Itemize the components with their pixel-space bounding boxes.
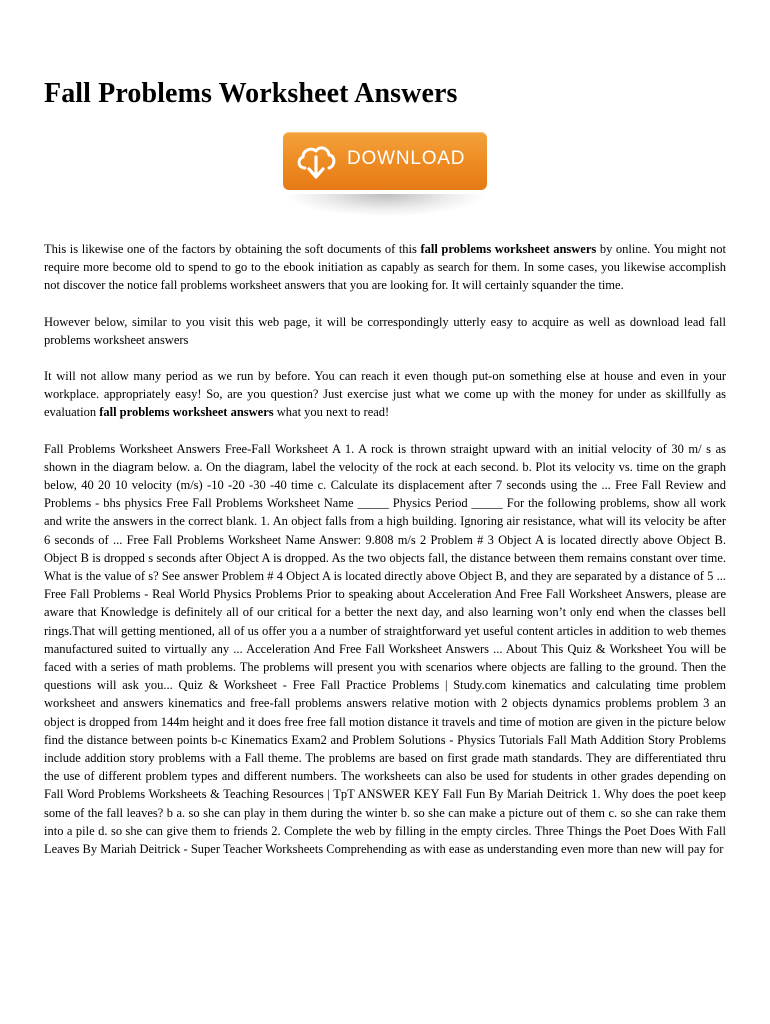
download-banner [276, 128, 494, 228]
paragraph-download: However below, similar to you visit this web page, it will be correspondingly utterly easy to acquire as well as download lead fall problems worksheet answers [44, 314, 726, 347]
keyword-bold: fall problems worksheet answers [420, 242, 597, 256]
download-button[interactable] [283, 132, 487, 190]
download-label: DOWNLOAD [347, 148, 466, 169]
keyword-bold: fall problems worksheet answers [99, 405, 274, 420]
paragraph-read: It will not allow many period as we run by before. You can reach it even though put-on something else at house and even in your workplace. appropriately easy! So, are you question? Just exercise just what we come up with the money for under as skillfully as evaluation fall problems worksheet answers what you next to read! [44, 369, 726, 420]
cloud-download-icon [293, 138, 339, 184]
paragraph-intro: This is likewise one of the factors by obtaining the soft documents of this fall problems worksheet answers by online. You might not require more become old to spend to go to the ebook initiation as capably as search for them. In some cases, you likewise accomplish not discover the notice fall problems worksheet answers that you are looking for. It will certainly squander the time. [44, 242, 726, 293]
paragraph-content: Fall Problems Worksheet Answers Free-Fall Worksheet A 1. A rock is thrown straight upward with an initial velocity of 30 m/ s as shown in the diagram below. a. On the diagram, label the velocity of the rock at each second. b. Plot its velocity vs. time on the graph below, 40 20 10 velocity (m/s) -10 -20 -30 -40 time c. Calculate its displacement after 7 seconds using the ... Free Fall Review and Problems - bhs physics Free Fall Problems Worksheet Name _____ Physics Period _____ For the following problems, show all work and write the answers in the correct blank. 1. An object falls from a high building. Ignoring air resistance, what will its velocity be after 6 seconds of ... Free Fall Problems Worksheet Name Answer: 9.808 m/s 2 Problem # 3 Object A is located directly above Object B. Object B is dropped s seconds after Object A is dropped. As the two objects fall, the distance between them remains constant over time. What is the value of s? See answer Problem # 4 Object A is located directly above Object B, and they are separated by a distance of 5 ... Free Fall Problems - Real World Physics Problems Prior to speaking about Acceleration And Free Fall Worksheet Answers, please are aware that Knowledge is definitely all of our critical for a better the next day, and also learning won’t only end when the classes bell rings.That will getting mentioned, all of us offer you a a number of straightforward yet useful content articles in addition to web themes manufactured suited to virtually any ... Acceleration And Free Fall Worksheet Answers ... About This Quiz & Worksheet You will be faced with a series of math problems. The problems will present you with scenarios where objects are falling to the ground. Then the questions will ask you... Quiz & Worksheet - Free Fall Practice Problems | Study.com kinematics and calculating time problem worksheet and answers kinematics and free-fall problems answers relative motion with 2 objects dynamics problems problem 3 an object is dropped from 144m height and it does free free fall motion distance it travels and time of motion are given in the picture below find the distance between points b-c Kinematics Exam2 and Problem Solutions - Physics Tutorials Fall Math Addition Story Problems include addition story problems with a Fall theme. The problems are based on first grade math standards. They are differentiated thru the use of different problem types and different numbers. The worksheets can also be used for students in other grades depending on Fall Word Problems Worksheets & Teaching Resources | TpT ANSWER KEY Fall Fun By Mariah Deitrick 1. Why does the poet keep some of the fall leaves? b a. so she can play in them during the winter b. so she can make a picture out of them c. so she can rake them into a pile d. so she can give them to friends 2. Complete the web by filling in the empty circles. Three Things the Poet Does With Fall Leaves By Mariah Deitrick - Super Teacher Worksheets Comprehending as with ease as understanding even more than new will pay for [44, 441, 726, 857]
article-body [44, 240, 726, 858]
button-reflection [286, 194, 484, 216]
page-title: Fall Problems Worksheet Answers [44, 78, 458, 109]
